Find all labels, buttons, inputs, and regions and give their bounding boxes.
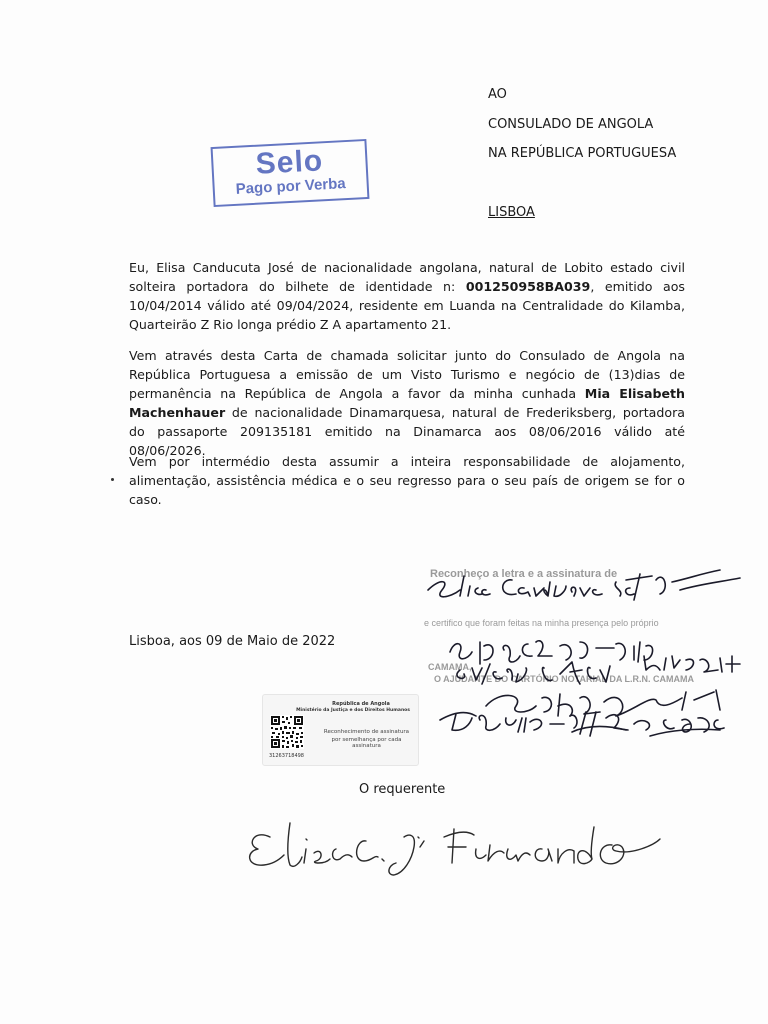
- notary-printed-line2: e certifico que foram feitas na minha presença pelo próprio: [424, 618, 659, 628]
- paragraph-request-text-b: de nacionalidade Dinamarquesa, natural de Frederiksberg, portadora do passaporte 209135181 emitido na Dinamarca aos 08/06/2016 válido até 08/06/2026.: [129, 405, 685, 458]
- requerente-signature: [240, 815, 670, 885]
- selo-stamp-title: Selo: [254, 144, 324, 181]
- notary-certification: [420, 560, 768, 755]
- paragraph-identity-text-b: , emitido aos 10/04/2014 válido até 09/04/2024, residente em Luanda na Centralidade do Kilamba, Quarteirão Z Rio longa prédio Z A apartamento 21.: [129, 279, 685, 332]
- recipient-line-consulate: CONSULADO DE ANGOLA: [488, 117, 654, 132]
- selo-stamp: [211, 139, 370, 207]
- qr-code-icon: [270, 715, 304, 749]
- notary-printed-line1: Reconheço a letra e a assinatura de: [430, 568, 618, 580]
- invitee-name: Mia Elisabeth Machenhauer: [129, 386, 685, 420]
- place-date: Lisboa, aos 09 de Maio de 2022: [129, 634, 336, 649]
- recognition-sticker: [262, 694, 419, 766]
- paragraph-responsibility: Vem por intermédio desta assumir a inteira responsabilidade de alojamento, alimentação, assistência médica e o seu regresso para o seu país de origem se for o caso.: [129, 454, 685, 507]
- paragraph-identity: [129, 258, 685, 334]
- paragraph-request: [129, 346, 685, 460]
- sticker-header-country: República de Angola: [332, 701, 390, 707]
- paragraph-identity-text-a: Eu, Elisa Canducuta José de nacionalidade angolana, natural de Lobito estado civil solteira portadora do bilhete de identidade n:: [129, 260, 685, 294]
- sticker-text-line2: por semelhança por cada assinatura: [331, 737, 402, 749]
- recipient-line-ao: AO: [488, 87, 507, 102]
- sticker-header-ministry: Ministério da Justiça e dos Direitos Humanos: [296, 708, 410, 713]
- margin-dot: [111, 478, 114, 481]
- paragraph-request-text-a: Vem através desta Carta de chamada solicitar junto do Consulado de Angola na República Portuguesa a emissão de um Visto Turismo e negócio de (13)dias de permanência na República de Angola a favor da minha cunhada: [129, 348, 685, 401]
- notary-printed-line3: CAMAMA,: [428, 662, 472, 672]
- notary-handwriting: [420, 560, 768, 755]
- identity-number: 001250958BA039: [465, 279, 591, 294]
- recipient-line-country: NA REPÚBLICA PORTUGUESA: [488, 146, 677, 161]
- requerente-label: O requerente: [359, 782, 446, 797]
- sticker-code: 31263718498: [269, 753, 304, 759]
- recipient-city: LISBOA: [488, 205, 535, 220]
- sticker-text-line1: Reconhecimento de assinatura: [323, 729, 410, 735]
- selo-stamp-subtitle: Pago por Verba: [235, 175, 347, 198]
- notary-printed-line4: O AJUDANTE DO CARTÓRIO NOTARIAL DA L.R.N. CAMAMA: [434, 674, 694, 684]
